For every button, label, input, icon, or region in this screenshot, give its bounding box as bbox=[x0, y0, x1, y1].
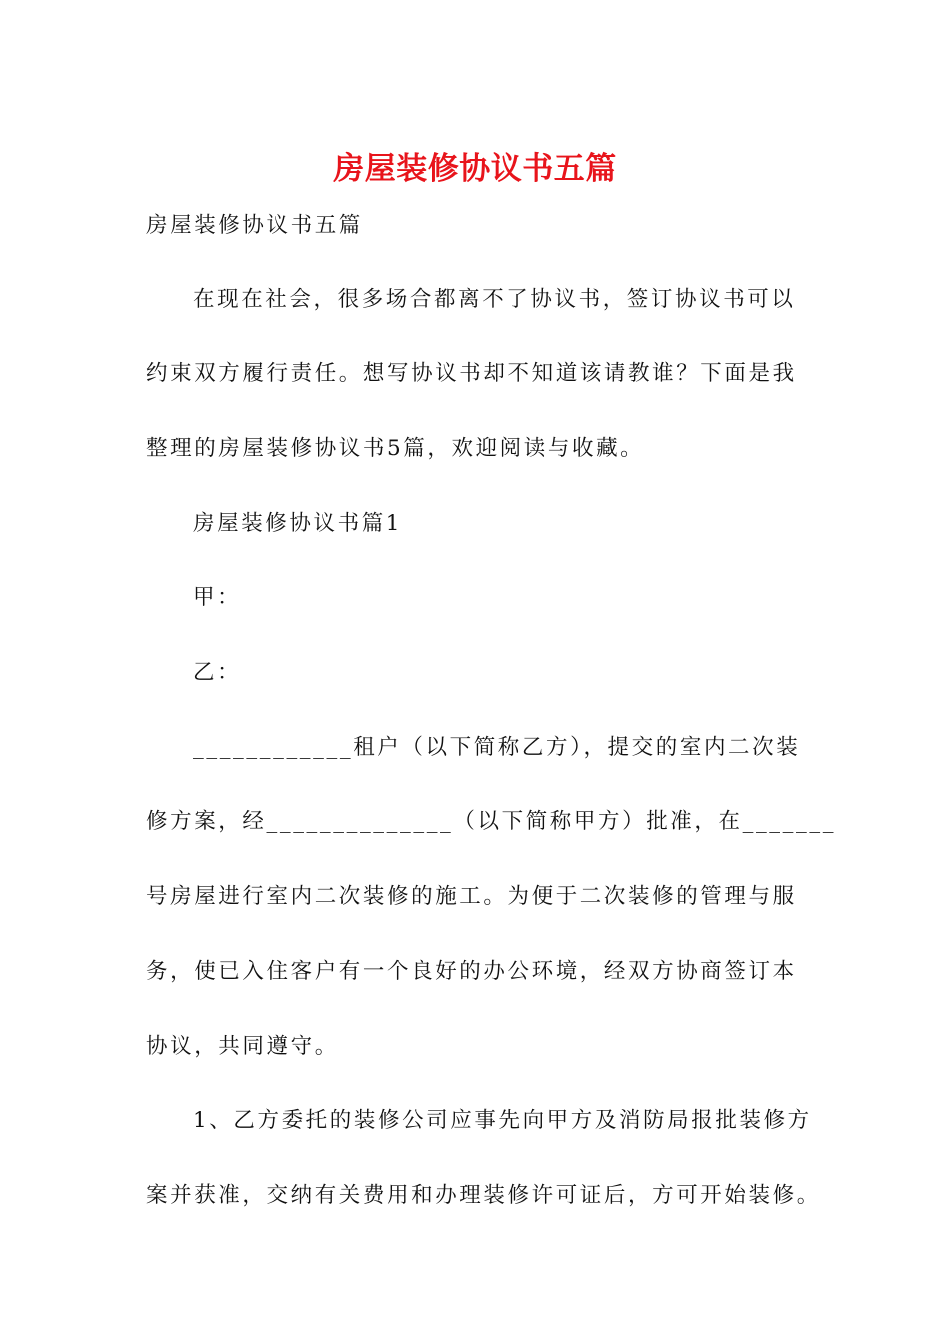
intro-line-3: 整理的房屋装修协议书5篇，欢迎阅读与收藏。 bbox=[146, 436, 645, 461]
body-line-4: 务，使已入住客户有一个良好的办公环境，经双方协商签订本 bbox=[146, 959, 797, 984]
section-heading-1: 房屋装修协议书篇1 bbox=[193, 511, 403, 536]
body-line-3: 号房屋进行室内二次装修的施工。为便于二次装修的管理与服 bbox=[146, 884, 797, 909]
intro-line-1: 在现在社会，很多场合都离不了协议书，签订协议书可以 bbox=[193, 287, 796, 312]
document-title: 房屋装修协议书五篇 bbox=[333, 151, 617, 187]
body-line-1: ____________租户（以下简称乙方），提交的室内二次装 bbox=[193, 735, 801, 760]
clause-1-line-1: 1、乙方委托的装修公司应事先向甲方及消防局报批装修方 bbox=[193, 1108, 812, 1133]
body-line-2: 修方案，经______________（以下简称甲方）批准，在_______ bbox=[146, 809, 837, 834]
clause-1-line-2: 案并获准，交纳有关费用和办理装修许可证后，方可开始装修。 bbox=[146, 1183, 821, 1208]
party-b-label: 乙： bbox=[193, 660, 242, 685]
body-line-5: 协议，共同遵守。 bbox=[146, 1034, 339, 1059]
intro-line-2: 约束双方履行责任。想写协议书却不知道该请教谁？下面是我 bbox=[146, 361, 797, 386]
subtitle-line: 房屋装修协议书五篇 bbox=[146, 213, 363, 238]
party-a-label: 甲： bbox=[193, 585, 242, 610]
